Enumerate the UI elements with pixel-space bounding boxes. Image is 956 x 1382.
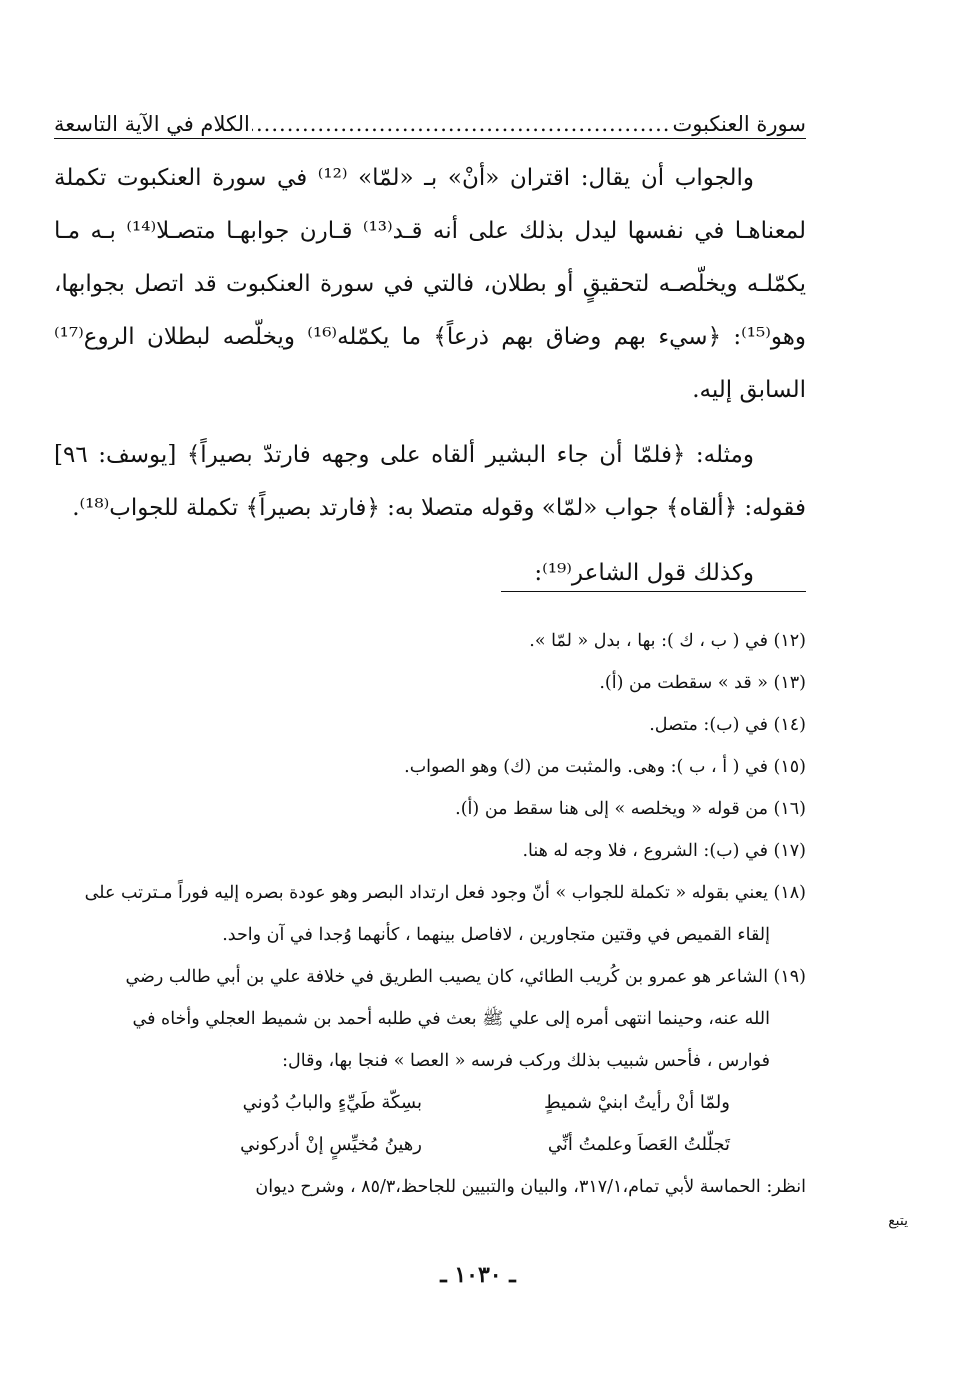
verse-2-first-hemistich: تَجلّلتُ العَصاَ وعلمتُ أنِّي xyxy=(547,1134,730,1155)
footnote-12: (١٢) في ( ب ، ك ): بها ، بدل « لمّا ». xyxy=(529,631,806,651)
paragraph-answer: والجواب أن يقال: اقتران «أنْ» بـ «لمّا» ⁽¹²⁾ في سورة العنكبوت تكملة لمعناهـا في نفسها ليدل بذلك على أنه قـد⁽¹³⁾ قـارن جوابهـا متصـلا⁽¹⁴⁾ بـه مـا يكمّلـه ويخلّصـه لتحقيقٍ أو بطلان، فالتي في سورة العنكبوت قد اتصل بجوابها، وهو⁽¹⁵⁾: ﴿سيء بهم وضاق بهم ذرعاً﴾ ما يكمّله⁽¹⁶⁾ ويخلّصه لبطلان الروع⁽¹⁷⁾ السابق إليه. xyxy=(54,165,806,403)
continued-marker: يتبع xyxy=(888,1213,908,1229)
verse-2-second-hemistich: رهينُ مُخيِّسٍ إنْ أدركوني xyxy=(240,1134,422,1155)
verse-1-second-hemistich: بسِكّة طَيِّءٍ والبابُ دُوني xyxy=(242,1092,422,1113)
footnote-13: (١٣) « قد » سقطت من (أ). xyxy=(599,673,806,693)
header-sura-title: سورة العنكبوت xyxy=(672,112,806,136)
footnote-15: (١٥) في ( أ ، ب ): وهى. والمثبت من (ك) وهو الصواب. xyxy=(404,757,806,777)
footnote-18 xyxy=(54,872,806,956)
footnote-16: (١٦) من قوله « ويخلصه » إلى هنا سقط من (أ). xyxy=(455,799,806,819)
footnote-18-line-2: إلقاء القميص في وقتين متجاورين ، لافاصل بينهما ، كأنهما وُجدا في آن واحد. xyxy=(222,925,770,945)
footnote-17: (١٧) في (ب): الشروع ، فلا وجه له هنا. xyxy=(522,841,806,861)
footnote-14: (١٤) في (ب): متصل. xyxy=(649,715,806,735)
header-topic: الكلام في الآية التاسعة xyxy=(54,112,250,136)
footnote-19-line-2: الله عنه، وحينما انتهى أمره إلى علي ﷺ بعث في طلبه أحمد بن شميط العجلي وأخاه في xyxy=(132,1009,770,1029)
footnote-19-line-1: (١٩) الشاعر هو عمرو بن كُريب الطائي، كان يصيب الطريق في خلافة علي بن أبي طالب رضي xyxy=(125,967,806,987)
footnote-19-line-3: فوارس ، فأحس شبيب بذلك وركب فرسه « العصا » فنجا بها، وقال: xyxy=(282,1051,770,1071)
poem-verses xyxy=(54,1082,806,1166)
footnote-separator xyxy=(501,591,806,592)
running-header xyxy=(54,96,806,139)
footnote-18-line-1: (١٨) يعني بقوله « تكملة للجواب » أنّ وجود فعل ارتداد البصر وهو عودة بصره إليه فوراً مـترتب على xyxy=(84,883,806,903)
footnotes xyxy=(54,620,806,1208)
page-number: ـ ١٠٣٠ ـ xyxy=(440,1262,516,1288)
footnote-19 xyxy=(54,956,806,1082)
paragraph-poet: وكذلك قول الشاعر⁽¹⁹⁾: xyxy=(534,560,754,586)
main-text xyxy=(54,152,806,600)
footnote-19-reference: انظر: الحماسة لأبي تمام،٣١٧/١، والبيان والتبيين للجاحظ،٨٥/٣ ، وشرح ديوان xyxy=(255,1177,806,1197)
paragraph-example: ومثله: ﴿فلمّا أن جاء البشير ألقاه على وجهه فارتدّ بصيراً﴾ [يوسف: ٩٦] فقوله: ﴿ألقاه﴾ جواب «لمّا» وقوله متصلا به: ﴿فارتد بصيراً﴾ تكملة للجواب⁽¹⁸⁾. xyxy=(54,442,806,521)
verse-1-first-hemistich: ولمّا أنْ رأيتُ ابنيْ شميطٍ xyxy=(543,1092,730,1113)
header-dot-leader xyxy=(252,112,671,136)
